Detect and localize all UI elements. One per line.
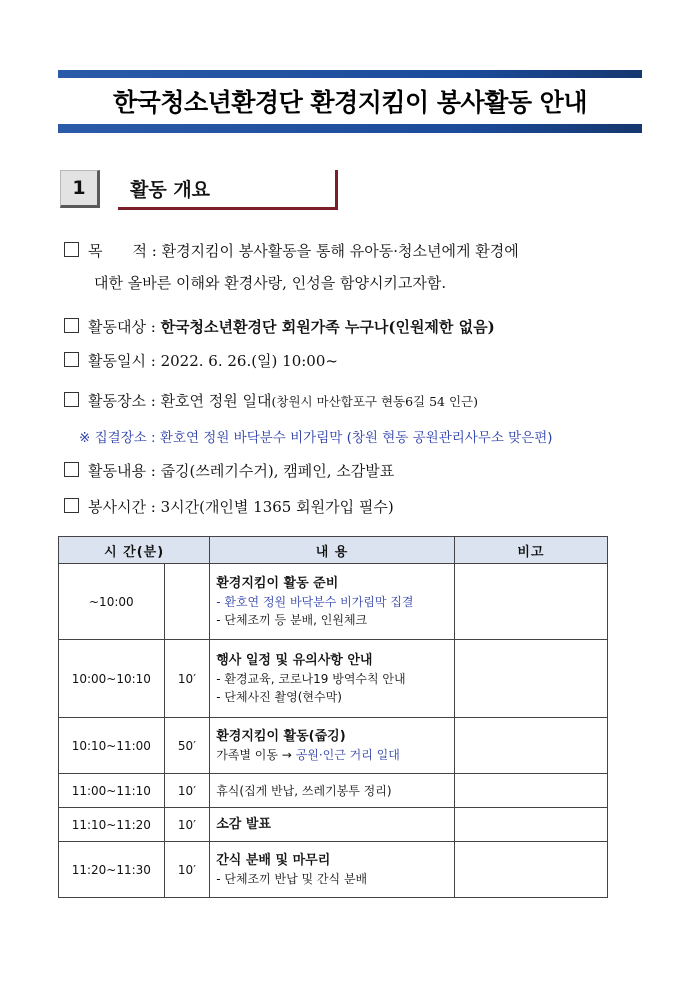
row-line bbox=[216, 746, 448, 764]
section-title: 활동 개요 bbox=[118, 170, 338, 210]
row-duration: 50′ bbox=[164, 718, 210, 774]
row-content bbox=[210, 808, 455, 842]
row-line: - 환경교육, 코로나19 방역수칙 안내 bbox=[216, 671, 406, 686]
purpose-label: 목 적 bbox=[88, 242, 147, 260]
row-note bbox=[454, 640, 607, 718]
place-detail: (창원시 마산합포구 현동6길 54 인근) bbox=[271, 394, 479, 409]
row-duration: 10′ bbox=[164, 774, 210, 808]
row-title: 행사 일정 및 유의사항 안내 bbox=[216, 652, 373, 668]
row-content bbox=[210, 564, 455, 640]
row-duration: 10′ bbox=[164, 808, 210, 842]
row-plain: 휴식(집게 반납, 쓰레기봉투 정리) bbox=[216, 783, 392, 798]
purpose-line1: 환경지킴이 봉사활동을 통해 유아동·청소년에게 환경에 bbox=[161, 242, 519, 260]
page-title: 한국청소년환경단 환경지킴이 봉사활동 안내 bbox=[113, 88, 587, 117]
table-row bbox=[59, 774, 608, 808]
header-note: 비고 bbox=[454, 537, 607, 564]
row-content bbox=[210, 774, 455, 808]
content-value: 줍깅(쓰레기수거), 캠페인, 소감발표 bbox=[160, 462, 395, 480]
date-label: 활동일시 bbox=[88, 352, 146, 370]
row-note bbox=[454, 564, 607, 640]
target-value: 한국청소년환경단 회원가족 누구나(인원제한 없음) bbox=[160, 318, 495, 336]
row-note bbox=[454, 774, 607, 808]
checkbox-icon bbox=[64, 352, 79, 367]
section-number: 1 bbox=[60, 170, 100, 208]
checkbox-icon bbox=[64, 498, 79, 513]
row-line: - 단체사진 촬영(현수막) bbox=[216, 689, 342, 704]
item-place: 활동장소 : 환호연 정원 일대(창원시 마산합포구 현동6길 54 인근) bbox=[64, 390, 478, 411]
row-line-suffix: 공원·인근 거리 일대 bbox=[295, 747, 400, 762]
row-duration: 10′ bbox=[164, 640, 210, 718]
row-time: ~10:00 bbox=[59, 564, 165, 640]
row-time: 10:00~10:10 bbox=[59, 640, 165, 718]
row-duration: 10′ bbox=[164, 842, 210, 898]
table-header-row bbox=[59, 537, 608, 564]
purpose-line2: 대한 올바른 이해와 환경사랑, 인성을 함양시키고자함. bbox=[94, 274, 447, 292]
title-banner bbox=[58, 70, 642, 133]
row-line-prefix: 가족별 이동 → bbox=[216, 747, 296, 762]
checkbox-icon bbox=[64, 318, 79, 333]
row-title: 환경지킴이 활동(줍깅) bbox=[216, 728, 346, 744]
table-row bbox=[59, 564, 608, 640]
row-note bbox=[454, 842, 607, 898]
date-value: 2022. 6. 26.(일) 10:00~ bbox=[160, 352, 338, 370]
item-content: 활동내용 : 줍깅(쓰레기수거), 캠페인, 소감발표 bbox=[64, 460, 394, 481]
row-content bbox=[210, 718, 455, 774]
table-row bbox=[59, 640, 608, 718]
hours-label: 봉사시간 bbox=[88, 498, 146, 516]
target-label: 활동대상 bbox=[88, 318, 146, 336]
table-row bbox=[59, 842, 608, 898]
row-content bbox=[210, 842, 455, 898]
section-heading bbox=[60, 170, 340, 212]
row-title: 환경지킴이 활동 준비 bbox=[216, 575, 339, 591]
row-line: - 단체조끼 등 분배, 인원체크 bbox=[216, 612, 368, 627]
item-purpose: 목 적 : 환경지킴이 봉사활동을 통해 유아동·청소년에게 환경에 bbox=[64, 240, 519, 261]
row-time: 11:10~11:20 bbox=[59, 808, 165, 842]
item-purpose-cont bbox=[94, 272, 446, 293]
row-title: 간식 분배 및 마무리 bbox=[216, 852, 331, 868]
schedule-table bbox=[58, 536, 608, 898]
table-row bbox=[59, 808, 608, 842]
place-value: 환호연 정원 일대 bbox=[160, 392, 272, 410]
row-line: - 환호연 정원 바닥분수 비가림막 집결 bbox=[216, 594, 414, 609]
row-time: 11:00~11:10 bbox=[59, 774, 165, 808]
item-target: 활동대상 : 한국청소년환경단 회원가족 누구나(인원제한 없음) bbox=[64, 316, 495, 337]
row-duration bbox=[164, 564, 210, 640]
row-content bbox=[210, 640, 455, 718]
table-row bbox=[59, 718, 608, 774]
header-time: 시 간(분) bbox=[59, 537, 210, 564]
checkbox-icon bbox=[64, 242, 79, 257]
item-hours: 봉사시간 : 3시간(개인별 1365 회원가입 필수) bbox=[64, 496, 394, 517]
row-time: 10:10~11:00 bbox=[59, 718, 165, 774]
meeting-note: ※ 집결장소 : 환호연 정원 바닥분수 비가림막 (창원 현동 공원관리사무소 맞은편) bbox=[79, 430, 553, 446]
place-label: 활동장소 bbox=[88, 392, 146, 410]
row-note bbox=[454, 808, 607, 842]
content-label: 활동내용 bbox=[88, 462, 146, 480]
title-bar-top bbox=[58, 70, 642, 78]
row-line: - 단체조끼 반납 및 간식 분배 bbox=[216, 871, 368, 886]
header-content: 내 용 bbox=[210, 537, 455, 564]
hours-value: 3시간(개인별 1365 회원가입 필수) bbox=[160, 498, 394, 516]
checkbox-icon bbox=[64, 392, 79, 407]
title-bar-bottom bbox=[58, 124, 642, 133]
item-date: 활동일시 : 2022. 6. 26.(일) 10:00~ bbox=[64, 350, 338, 371]
row-title: 소감 발표 bbox=[216, 816, 271, 832]
row-time: 11:20~11:30 bbox=[59, 842, 165, 898]
checkbox-icon bbox=[64, 462, 79, 477]
row-note bbox=[454, 718, 607, 774]
